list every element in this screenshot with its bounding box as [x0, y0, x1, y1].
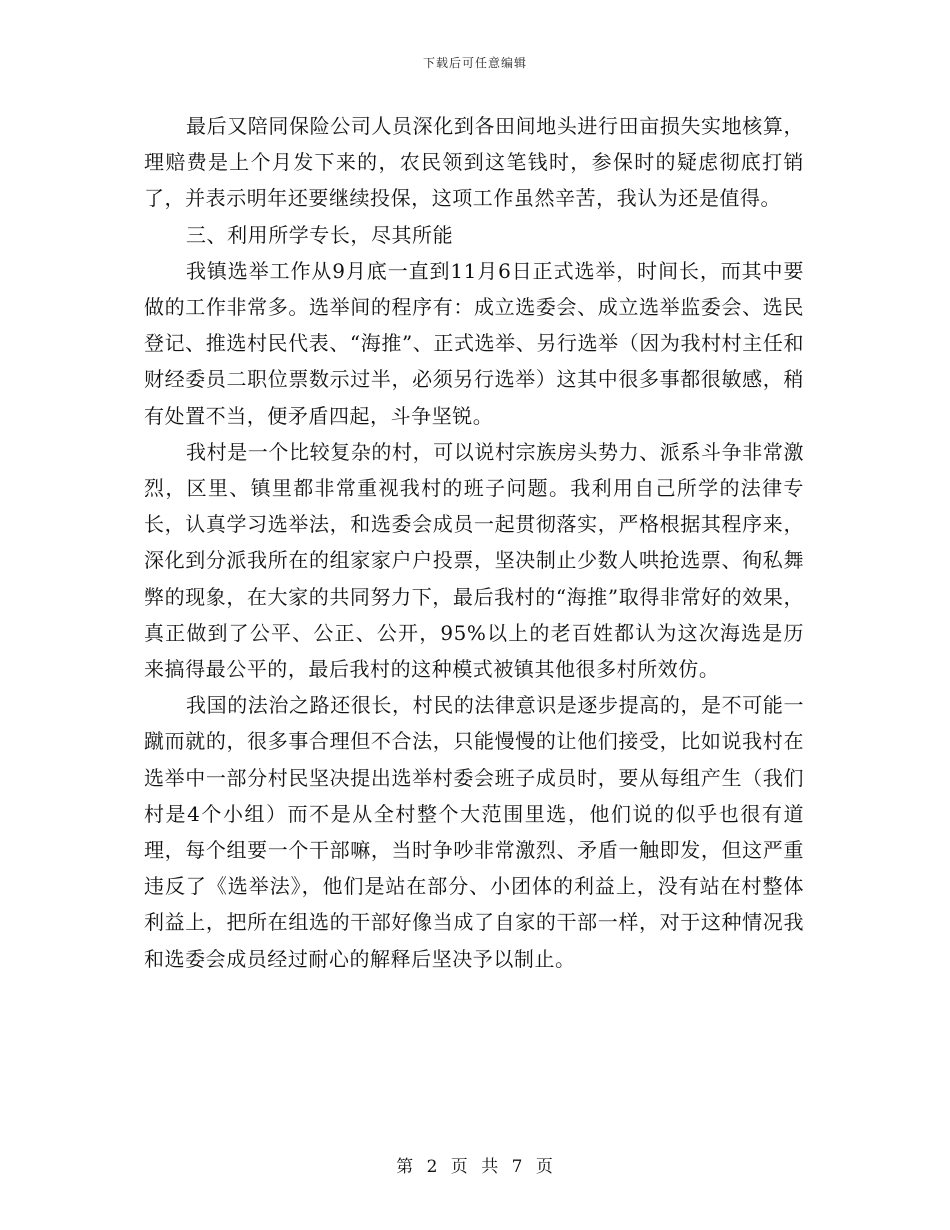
paragraph-insurance-followup: 最后又陪同保险公司人员深化到各田间地头进行田亩损失实地核算，理赔费是上个月发下来的，农民领到这笔钱时，参保时的疑虑彻底打销了，并表示明年还要继续投保，这项工作虽然辛苦，我认为还是值得。: [144, 114, 804, 211]
paragraph-election-schedule: 我镇选举工作从9月底一直到11月6日正式选举，时间长，而其中要做的工作非常多。选举间的程序有：成立选委会、成立选举监委会、选民登记、推选村民代表、“海推”、正式选举、另行选举（因为我村村主任和财经委员二职位票数示过半，必须另行选举）这其中很多事都很敏感，稍有处置不当，便矛盾四起，斗争坚锐。: [144, 258, 804, 428]
document-body: [144, 108, 804, 977]
paragraph-village-complexity: 我村是一个比较复杂的村，可以说村宗族房头势力、派系斗争非常激烈，区里、镇里都非常重视我村的班子问题。我利用自己所学的法律专长，认真学习选举法，和选委会成员一起贯彻落实，严格根据其程序来，深化到分派我所在的组家家户户投票，坚决制止少数人哄抢选票、徇私舞弊的现象，在大家的共同努力下，最后我村的“海推”取得非常好的效果，真正做到了公平、公正、公开，95%以上的老百姓都认为这次海选是历来搞得最公平的，最后我村的这种模式被镇其他很多村所效仿。: [144, 439, 804, 682]
paragraph-rule-of-law: 我国的法治之路还很长，村民的法律意识是逐步提高的，是不可能一蹴而就的，很多事合理但不合法，只能慢慢的让他们接受，比如说我村在选举中一部分村民坚决提出选举村委会班子成员时，要从每组产生（我们村是4个小组）而不是从全村整个大范围里选，他们说的似乎也很有道理，每个组要一个干部嘛，当时争吵非常激烈、矛盾一触即发，但这严重违反了《选举法》，他们是站在部分、小团体的利益上，没有站在村整体利益上，把所在组选的干部好像当成了自家的干部一样，对于这种情况我和选委会成员经过耐心的解释后坚决予以制止。: [144, 693, 804, 971]
section-heading-three: 三、利用所学专长，尽其所能: [186, 222, 454, 247]
page-header: 下载后可任意编辑: [422, 56, 527, 70]
page-footer: 第 2 页 共 7 页: [396, 1157, 554, 1177]
